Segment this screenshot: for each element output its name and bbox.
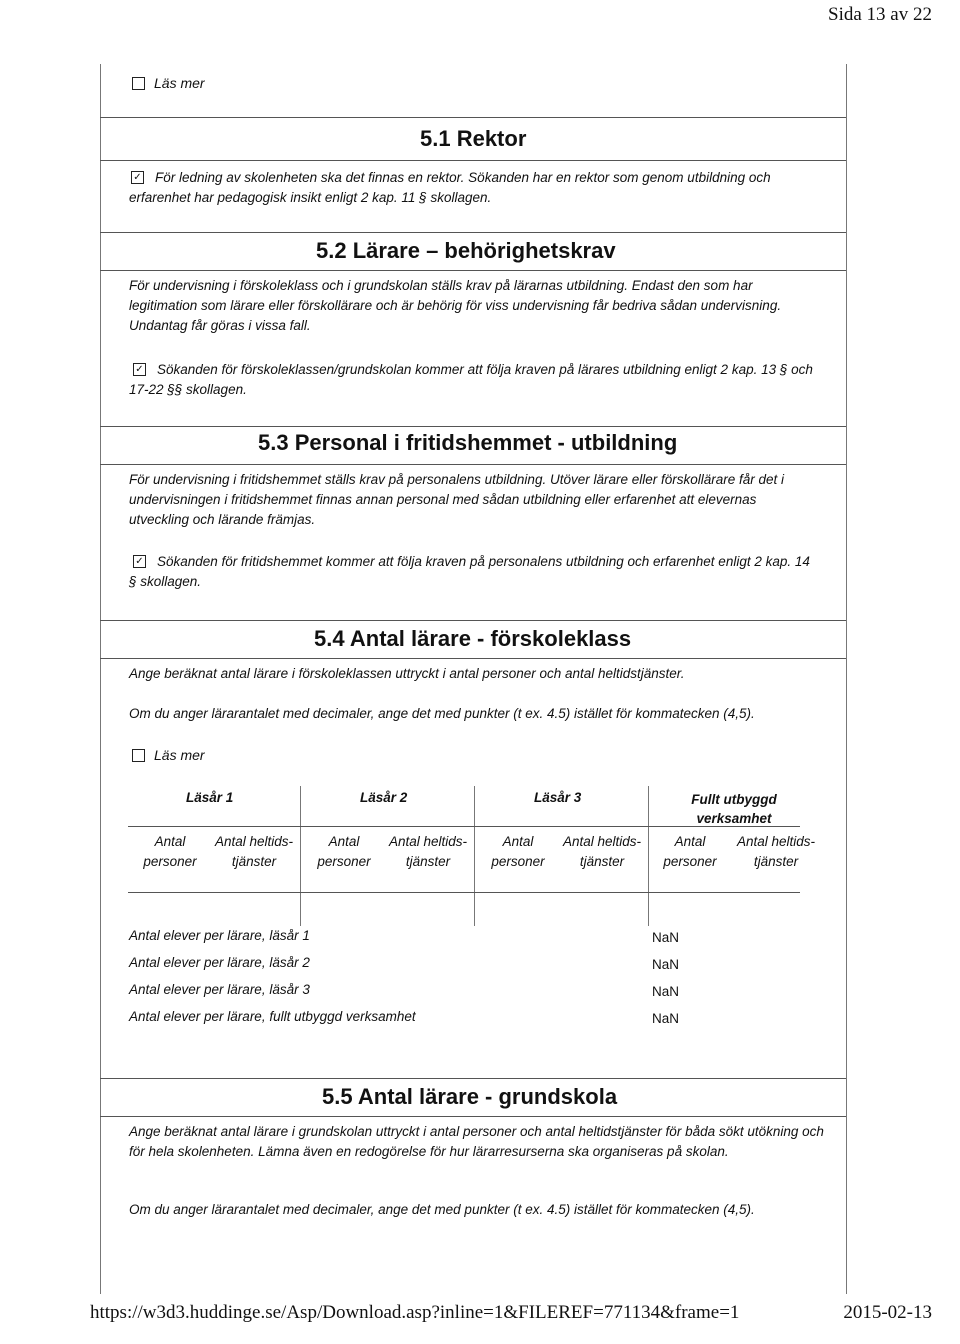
info-icon: [132, 77, 145, 90]
s54-body-1: Ange beräknat antal lärare i förskoleklassen uttryckt i antal personer och antal heltidstjänster.: [129, 666, 685, 681]
row-label: Antal elever per lärare, läsår 3: [129, 982, 310, 997]
col-antal-personer: Antal personer: [317, 834, 371, 869]
s51-check-text: För ledning av skolenheten ska det finnas en rektor. Sökanden har en rektor som genom utbildning och erfarenhet har pedagogisk insikt enligt 2 kap. 11 § skollagen.: [129, 170, 771, 205]
s55-body-2: Om du anger lärarantalet med decimaler, ange det med punkter (t ex. 4.5) istället för kommatecken (4,5).: [129, 1202, 755, 1217]
section-title-5-4: 5.4 Antal lärare - förskoleklass: [314, 626, 632, 651]
section-title-5-1: 5.1 Rektor: [420, 126, 527, 151]
table-header-rule: [128, 826, 800, 827]
divider: [100, 160, 846, 161]
s55-body-1: Ange beräknat antal lärare i grundskolan uttryckt i antal personer och antal heltidstjänster för båda sökt utökning och för hela skolenheten. Lämna även en redogörelse för hur lärarresurserna ska organiseras på skolan.: [129, 1124, 824, 1159]
divider: [100, 620, 846, 621]
col-antal-personer: Antal personer: [663, 834, 717, 869]
col-antal-personer: Antal personer: [491, 834, 545, 869]
row-value: NaN: [652, 957, 680, 972]
checked-checkbox[interactable]: ✓: [133, 555, 146, 568]
divider: [100, 117, 846, 118]
divider: [100, 658, 846, 659]
page-number: Sida 13 av 22: [828, 4, 932, 25]
divider: [100, 426, 846, 427]
checked-checkbox[interactable]: ✓: [133, 363, 146, 376]
header-lasar-2: Läsår 2: [360, 790, 408, 805]
s52-body: För undervisning i förskoleklass och i grundskolan ställs krav på lärarnas utbildning. Endast den som har legitimation som lärare eller förskollärare och är behörig för viss undervisning får bedriva sådan undervisning. Undantag får göras i vissa fall.: [129, 278, 782, 333]
divider: [100, 232, 846, 233]
right-frame-line: [846, 64, 847, 1294]
s52-check-text: Sökanden för förskoleklassen/grundskolan kommer att följa kraven på lärares utbildning enligt 2 kap. 13 § och 17-22 §§ skollagen.: [129, 362, 813, 397]
las-mer-link[interactable]: [130, 74, 250, 94]
las-mer-label: Läs mer: [154, 747, 205, 763]
header-lasar-1: Läsår 1: [186, 790, 234, 805]
las-mer-link-2[interactable]: [130, 746, 250, 766]
table-bottom-rule: [128, 892, 800, 893]
s53-body: För undervisning i fritidshemmet ställs krav på personalens utbildning. Utöver lärare eller förskollärare får det i undervisningen i fritidshemmet finnas annan personal med sådan utbildning eller erfarenhet att elevernas utveckling och lärande främjas.: [129, 472, 785, 527]
table-col-divider: [300, 786, 301, 926]
s54-body-2: Om du anger lärarantalet med decimaler, ange det med punkter (t ex. 4.5) istället för kommatecken (4,5).: [129, 706, 755, 721]
checked-checkbox[interactable]: ✓: [131, 171, 144, 184]
las-mer-label: Läs mer: [154, 75, 205, 91]
left-frame-line: [100, 64, 101, 1294]
col-antal-heltid: Antal heltids-tjänster: [214, 834, 294, 869]
row-value: NaN: [652, 1011, 680, 1026]
section-title-5-2: 5.2 Lärare – behörighetskrav: [316, 238, 616, 263]
section-title-5-5: 5.5 Antal lärare - grundskola: [322, 1084, 618, 1109]
col-antal-heltid: Antal heltids-tjänster: [736, 834, 816, 869]
table-col-divider: [474, 786, 475, 926]
col-antal-heltid: Antal heltids-tjänster: [388, 834, 468, 869]
col-antal-personer: Antal personer: [143, 834, 197, 869]
divider: [100, 270, 846, 271]
header-fullt-utbyggd: Fullt utbyggd verksamhet: [691, 792, 777, 826]
row-value: NaN: [652, 930, 680, 945]
row-label: Antal elever per lärare, läsår 1: [129, 928, 310, 943]
table-col-divider: [648, 786, 649, 926]
footer-date: 2015-02-13: [843, 1302, 932, 1323]
row-label: Antal elever per lärare, läsår 2: [129, 955, 310, 970]
divider: [100, 1116, 846, 1117]
divider: [100, 1078, 846, 1079]
col-antal-heltid: Antal heltids-tjänster: [562, 834, 642, 869]
row-label: Antal elever per lärare, fullt utbyggd verksamhet: [129, 1009, 416, 1024]
info-icon: [132, 749, 145, 762]
footer-url: https://w3d3.huddinge.se/Asp/Download.asp?inline=1&FILEREF=771134&frame=1: [90, 1302, 740, 1323]
s53-check-text: Sökanden för fritidshemmet kommer att följa kraven på personalens utbildning och erfarenhet enligt 2 kap. 14 § skollagen.: [129, 554, 810, 589]
row-value: NaN: [652, 984, 680, 999]
divider: [100, 464, 846, 465]
section-title-5-3: 5.3 Personal i fritidshemmet - utbildning: [258, 430, 678, 455]
header-lasar-3: Läsår 3: [534, 790, 582, 805]
